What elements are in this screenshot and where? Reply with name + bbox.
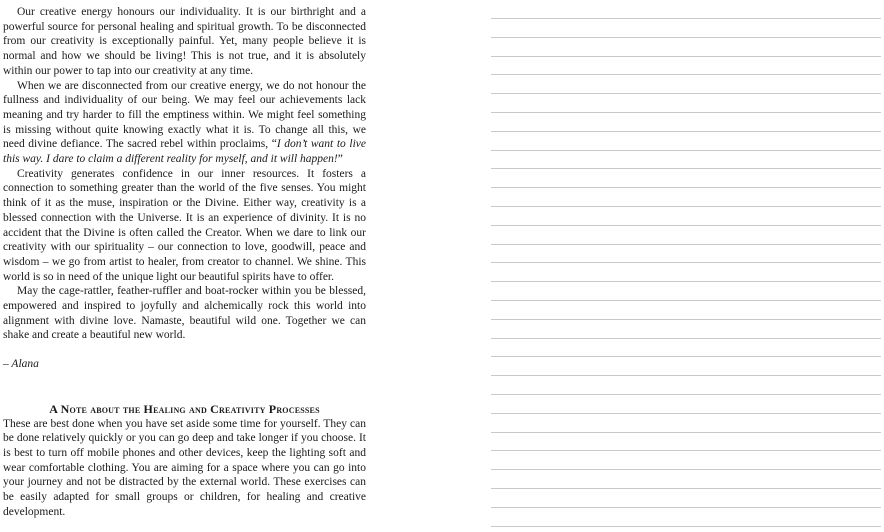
lined-notes-page — [491, 0, 881, 532]
ruled-line — [491, 131, 881, 132]
ruled-line — [491, 74, 881, 75]
ruled-line — [491, 225, 881, 226]
ruled-line — [491, 112, 881, 113]
ruled-line — [491, 450, 881, 451]
paragraph-2 — [3, 79, 366, 167]
ruled-line — [491, 168, 881, 169]
rebel-quote: I don’t want to live this way. I dare to claim a different reality for myself, and it will happen! — [3, 138, 366, 166]
ruled-line — [491, 262, 881, 263]
ruled-line — [491, 413, 881, 414]
ruled-line — [491, 375, 881, 376]
ruled-line — [491, 281, 881, 282]
ruled-line — [491, 526, 881, 527]
note-paragraph: These are best done when you have set aside some time for yourself. They can be done relatively quickly or you can go deep and take longer if you choose. It is best to turn off mobile phones and other devices, keep the lighting soft and wear comfortable clothing. You are aiming for a space where you can go into your journey and not be distracted by the external world. These exercises can be easily adapted for small groups or children, for healing and creative development. — [3, 417, 366, 518]
section-heading: A Note about the Healing and Creativity Processes — [49, 401, 320, 416]
ruled-line — [491, 338, 881, 339]
ruled-line — [491, 432, 881, 433]
paragraph-4: May the cage-rattler, feather-ruffler and boat-rocker within you be blessed, empowered and inspired to joyfully and alchemically rock this world into alignment with divine love. Namaste, beautiful wild one. Together we can shake and create a beautiful new world. — [3, 285, 366, 342]
ruled-line — [491, 18, 881, 19]
ruled-line — [491, 93, 881, 94]
ruled-line — [491, 206, 881, 207]
ruled-line — [491, 394, 881, 395]
ruled-line — [491, 488, 881, 489]
signature: – Alana — [3, 358, 39, 371]
ruled-line — [491, 150, 881, 151]
ruled-line — [491, 244, 881, 245]
ruled-line — [491, 469, 881, 470]
ruled-line — [491, 507, 881, 508]
paragraph-3: Creativity generates confidence in our inner resources. It fosters a connection to something greater than the world of the five senses. You might think of it as the muse, inspiration or the Divine. Either way, creativity is a blessed connection with the Universe. It is an experience of divinity. It is no accident that the Divine is often called the Creator. When we dare to link our creativity with our spirituality – our connection to love, goodwill, peace and wisdom – we go from artist to healer, from creator to channel. We shine. This world is so in need of the unique light our beautiful spirits have to offer. — [3, 167, 366, 283]
ruled-line — [491, 37, 881, 38]
ruled-line — [491, 187, 881, 188]
paragraph-2-text: When we are disconnected from our creative energy, we do not honour the fullness and individuality of our being. We may feel our achievements lack meaning and try harder to fill the emptiness within. We might feel something is missing without quite knowing exactly what it is. To change all this, we need divine defiance. The sacred rebel within proclaims, “ — [3, 79, 366, 151]
quote-close: ” — [337, 153, 343, 166]
ruled-line — [491, 319, 881, 320]
ruled-line — [491, 300, 881, 301]
left-page — [3, 5, 366, 520]
paragraph-1: Our creative energy honours our individuality. It is our birthright and a powerful source for personal healing and spiritual growth. To be disconnected from our creativity is exceptionally painful. Yet, many people believe it is normal and how we should be living! This is not true, and it is absolutely within our power to tap into our creativity at any time. — [3, 6, 366, 77]
ruled-line — [491, 356, 881, 357]
ruled-line — [491, 56, 881, 57]
